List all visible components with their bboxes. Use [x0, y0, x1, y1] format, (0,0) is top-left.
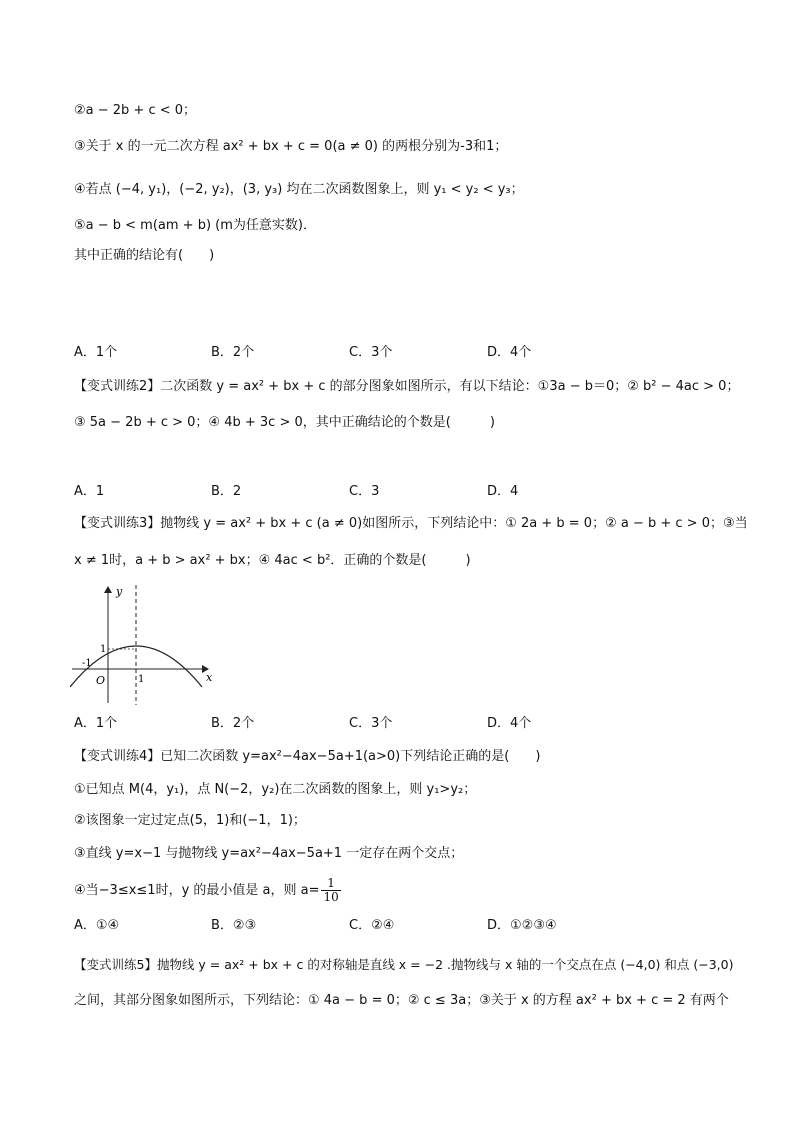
- origin-label: O: [96, 674, 106, 687]
- q2-option-b: B．2: [211, 484, 242, 499]
- tick-label-neg1: -1: [82, 658, 92, 669]
- q3-option-a: A．1个: [74, 716, 118, 731]
- statement-4: ④若点 (−4, y₁)，(−2, y₂)，(3, y₃) 均在二次函数图象上，则 y₁ < y₂ < y₃；: [74, 182, 524, 197]
- statement-3: ③关于 x 的一元二次方程 ax² + bx + c = 0(a ≠ 0) 的两根分别为-3和1；: [74, 139, 508, 154]
- q3-parabola-graph: [70, 583, 220, 707]
- fraction-denominator: 10: [323, 890, 339, 904]
- statement-5: ⑤a − b < m(am + b) (m为任意实数)．: [74, 218, 316, 233]
- q3-stem-line2: x ≠ 1时，a + b > ax² + bx；④ 4ac < b²．正确的个数是( ): [74, 553, 471, 568]
- q4-option-b: B．②③: [211, 918, 257, 933]
- question-prompt: 其中正确的结论有( ): [74, 248, 215, 263]
- q5-stem-line1: 【变式训练5】抛物线 y = ax² + bx + c 的对称轴是直线 x = −2 .抛物线与 x 轴的一个交点在点 (−4,0) 和点 (−3,0): [74, 957, 734, 972]
- q1-option-d: D．4个: [487, 345, 532, 360]
- q1-option-c: C．3个: [349, 345, 393, 360]
- statement-2: ②a − 2b + c < 0；: [74, 103, 197, 118]
- q2-stem-line1: 【变式训练2】二次函数 y = ax² + bx + c 的部分图象如图所示，有以下结论：①3a − b＝0；② b² − 4ac > 0；: [74, 379, 740, 394]
- q2-stem-line2: ③ 5a − 2b + c > 0；④ 4b + 3c > 0，其中正确结论的个数是( ): [74, 415, 495, 430]
- q4-option-d: D．①②③④: [487, 918, 557, 933]
- q4-statement-1: ①已知点 M(4，y₁)，点 N(−2，y₂)在二次函数的图象上，则 y₁>y₂；: [74, 782, 477, 797]
- y-axis-label: y: [116, 585, 123, 598]
- q4-statement-4-text: ④当−3≤x≤1时，y 的最小值是 a，则 a=: [74, 883, 320, 898]
- q1-option-b: B．2个: [211, 345, 255, 360]
- q1-option-a: A．1个: [74, 345, 118, 360]
- q5-stem-line2: 之间，其部分图象如图所示，下列结论：① 4a − b = 0；② c ≤ 3a；③关于 x 的方程 ax² + bx + c = 2 有两个: [74, 993, 729, 1008]
- q4-statement-4: [74, 877, 734, 904]
- x-axis-label: x: [206, 671, 213, 684]
- fraction-numerator: 1: [321, 877, 340, 891]
- q4-stem: 【变式训练4】已知二次函数 y=ax²−4ax−5a+1(a>0)下列结论正确的是( ): [74, 749, 541, 764]
- q2-option-c: C．3: [349, 484, 380, 499]
- q3-option-c: C．3个: [349, 716, 393, 731]
- tick-label-y1: 1: [100, 644, 107, 655]
- q3-option-d: D．4个: [487, 716, 532, 731]
- q4-statement-2: ②该图象一定过定点(5，1)和(−1，1)；: [74, 813, 306, 828]
- q2-option-d: D．4: [487, 484, 519, 499]
- fraction: [321, 877, 340, 904]
- q2-option-a: A．1: [74, 484, 105, 499]
- q3-stem-line1: 【变式训练3】抛物线 y = ax² + bx + c (a ≠ 0)如图所示，下列结论中：① 2a + b = 0；② a − b + c > 0；③当: [74, 516, 748, 531]
- q4-statement-3: ③直线 y=x−1 与抛物线 y=ax²−4ax−5a+1 一定存在两个交点；: [74, 846, 464, 861]
- q3-option-b: B．2个: [211, 716, 255, 731]
- tick-label-x1: 1: [138, 674, 145, 685]
- q4-option-c: C．②④: [349, 918, 395, 933]
- q4-option-a: A．①④: [74, 918, 120, 933]
